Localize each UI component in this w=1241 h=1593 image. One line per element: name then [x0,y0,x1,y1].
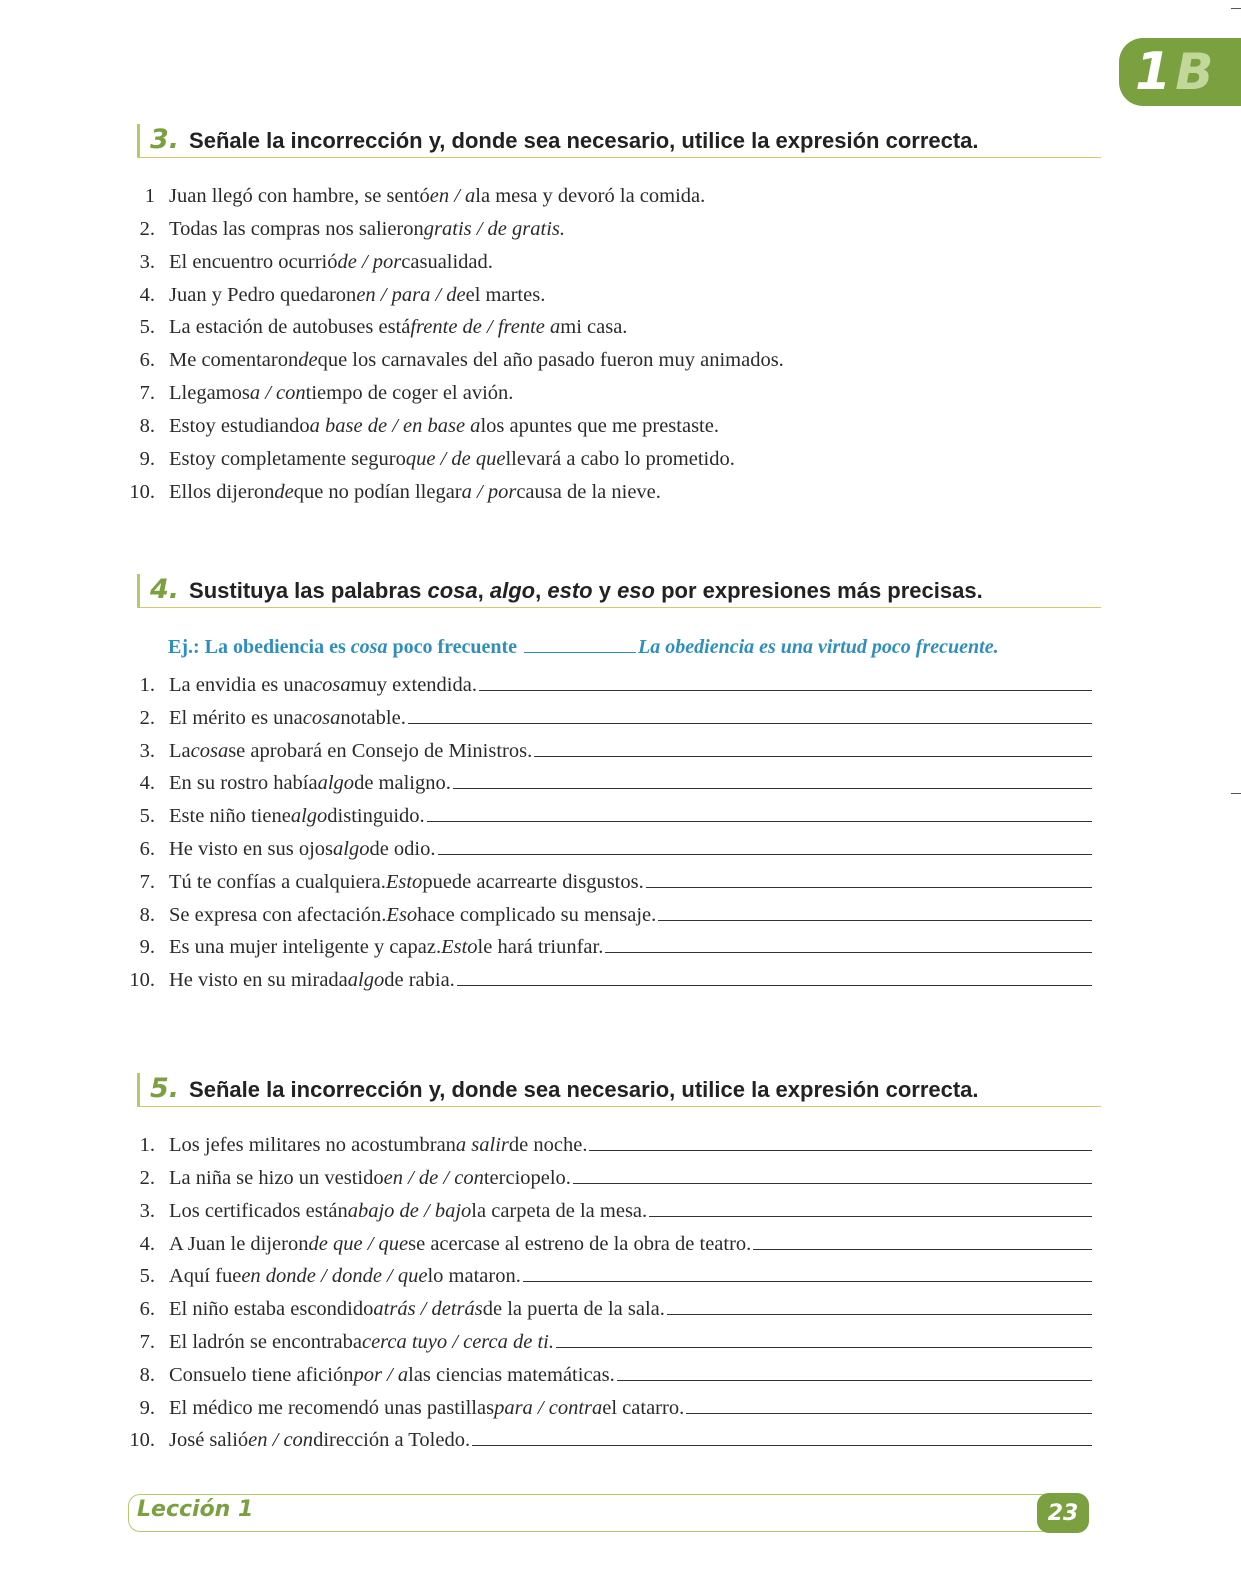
item-option: a / por [461,481,517,503]
answer-line[interactable] [658,906,1092,921]
item-text: Todas las compras nos salieron [169,218,424,240]
answer-line[interactable] [408,709,1092,724]
item-text: He visto en sus ojos [169,838,333,860]
item-number: 3. [139,740,155,762]
answer-line[interactable] [686,1399,1092,1414]
item-word: cosa [302,707,341,729]
list-item [120,1397,1092,1427]
item-text: El ladrón se encontraba [169,1331,362,1353]
item-number: 6. [139,349,155,371]
list-item [120,1364,1092,1394]
item-option: por / a [353,1364,409,1386]
item-word: algo [347,969,385,991]
item-text: Estoy completamente seguro [169,448,406,470]
answer-line[interactable] [534,742,1092,757]
item-text: La envidia es una [169,674,314,696]
item-text: El mérito es una [169,707,303,729]
list-item [120,772,1092,802]
item-text: Ellos dijeron [169,481,275,503]
item-text: hace complicado su mensaje. [417,904,657,926]
list-item [120,185,705,215]
item-text: puede acarrearte disgustos. [422,871,644,893]
item-text: Estoy estudiando [169,415,310,437]
list-item [120,1429,1092,1459]
exercise-number: 3. [150,124,180,155]
item-text: le hará triunfar. [477,936,604,958]
list-item [120,218,565,248]
list-item [120,349,784,379]
item-number: 7. [139,871,155,893]
answer-line[interactable] [457,971,1092,986]
crop-mark [1231,793,1241,794]
list-item [120,936,1092,966]
item-number: 5. [139,805,155,827]
item-text: causa de la nieve. [516,481,661,503]
answer-line[interactable] [617,1366,1092,1381]
answer-line[interactable] [427,807,1092,822]
item-text: Consuelo tiene afición [169,1364,354,1386]
item-text: el martes. [465,284,546,306]
exercise-title: Señale la incorrección y, donde sea necesario, utilice la expresión correcta. [189,1077,979,1102]
item-number: 10. [129,1429,155,1451]
list-item [120,382,513,412]
item-text: Es una mujer inteligente y capaz. [169,936,442,958]
item-text: de la puerta de la sala. [482,1298,665,1320]
item-number: 7. [139,1331,155,1353]
item-number: 1. [139,1134,155,1156]
item-option: a / con [249,382,306,404]
list-item [120,284,545,314]
list-item [120,1265,1092,1295]
item-word: algo [317,772,355,794]
item-text: El encuentro ocurrió [169,251,338,273]
example-answer: La obediencia es una virtud poco frecuente. [638,636,999,658]
list-item [120,316,627,346]
item-number: 2. [139,1167,155,1189]
item-number: 10. [129,969,155,991]
item-word: cosa [190,740,229,762]
item-text: casualidad. [401,251,493,273]
list-item [120,740,1092,770]
list-item [120,805,1092,835]
item-number: 4. [139,284,155,306]
item-option: en / de / con [383,1167,484,1189]
item-number: 8. [139,904,155,926]
item-option: en / para / de [356,284,466,306]
item-option: de que / que [308,1233,409,1255]
item-text: En su rostro había [169,772,318,794]
item-text: El médico me recomendó unas pastillas [169,1397,495,1419]
exercise-title: Señale la incorrección y, donde sea necesario, utilice la expresión correcta. [189,128,979,153]
item-text: Aquí fue [169,1265,242,1287]
item-text: notable. [340,707,406,729]
item-number: 1. [139,674,155,696]
page-footer [128,1494,1088,1532]
answer-line[interactable] [438,840,1093,855]
list-item [120,1233,1092,1263]
item-text: lo mataron. [427,1265,521,1287]
item-text: mi casa. [560,316,628,338]
item-text: A Juan le dijeron [169,1233,309,1255]
list-item [120,1200,1092,1230]
item-text: El niño estaba escondido [169,1298,374,1320]
exercise-3-heading [137,124,1101,158]
item-number: 5. [139,1265,155,1287]
list-item [120,838,1092,868]
answer-line[interactable] [556,1333,1092,1348]
item-text: se acercase al estreno de la obra de teatro. [408,1233,752,1255]
example-text: poco frecuente [387,636,523,658]
item-number: 8. [139,415,155,437]
list-item [120,1167,1092,1197]
item-text: distinguido. [327,805,425,827]
answer-line[interactable] [479,676,1092,691]
list-item [120,1134,1092,1164]
item-option: de [274,481,294,503]
item-text: La estación de autobuses está [169,316,411,338]
item-number: 6. [139,838,155,860]
answer-line[interactable] [453,774,1092,789]
exercise-number: 4. [150,574,180,605]
item-number: 6. [139,1298,155,1320]
item-number: 5. [139,316,155,338]
item-text: Juan llegó con hambre, se sentó [169,185,430,207]
example-line [168,636,999,659]
item-text: las ciencias matemáticas. [408,1364,615,1386]
item-option: cerca tuyo / cerca de ti. [361,1331,554,1353]
item-text: se aprobará en Consejo de Ministros. [228,740,533,762]
example-text: Ej.: La obediencia es [168,636,351,658]
item-option: que / de que [405,448,506,470]
item-number: 2. [139,218,155,240]
item-text: los apuntes que me prestaste. [480,415,719,437]
list-item [120,1298,1092,1328]
item-option: frente de / frente a [410,316,561,338]
item-text: Llegamos [169,382,250,404]
item-text: tiempo de coger el avión. [305,382,514,404]
item-option: atrás / detrás [373,1298,483,1320]
list-item [120,674,1092,704]
answer-line[interactable] [589,1136,1092,1151]
item-number: 1 [144,185,155,207]
item-text: Juan y Pedro quedaron [169,284,357,306]
item-text: la carpeta de la mesa. [471,1200,648,1222]
answer-line[interactable] [523,1267,1092,1282]
list-item [120,481,661,511]
item-text: Me comentaron [169,349,299,371]
example-blank [524,652,636,653]
item-text: la mesa y devoró la comida. [475,185,706,207]
item-number: 3. [139,1200,155,1222]
item-option: a salir [455,1134,509,1156]
item-text: el catarro. [602,1397,685,1419]
item-number: 4. [139,772,155,794]
item-word: algo [333,838,370,860]
item-text: muy extendida. [350,674,477,696]
item-text: Se expresa con afectación. [169,904,387,926]
list-item [120,969,1092,999]
item-text: de noche. [508,1134,588,1156]
item-text: Tú te confías a cualquiera. [169,871,386,893]
item-number: 8. [139,1364,155,1386]
item-text: que no podían llegar [293,481,462,503]
item-word: Eso [386,904,418,926]
item-text: que los carnavales del año pasado fueron muy animados. [317,349,784,371]
item-option: para / contra [494,1397,603,1419]
item-number: 9. [139,1397,155,1419]
item-option: en donde / donde / que [241,1265,428,1287]
list-item [120,251,493,281]
list-item [120,415,719,445]
item-text: Este niño tiene [169,805,291,827]
item-word: cosa [313,674,351,696]
item-word: Esto [385,871,423,893]
item-option: de / por [337,251,402,273]
page-number: 23 [1037,1493,1089,1533]
item-number: 2. [139,707,155,729]
unit-tab-letter: B [1175,43,1214,101]
list-item [120,707,1092,737]
list-item [120,1331,1092,1361]
item-number: 9. [139,936,155,958]
exercise-5-heading [137,1073,1101,1107]
item-text: La [169,740,191,762]
item-number: 9. [139,448,155,470]
item-option: de [298,349,318,371]
exercise-number: 5. [150,1073,180,1104]
list-item [120,904,1092,934]
item-text: José salió [169,1429,249,1451]
item-text: He visto en su mirada [169,969,348,991]
example-word: cosa [350,636,388,658]
unit-tab-number: 1 [1135,42,1172,102]
item-option: abajo de / bajo [347,1200,472,1222]
crop-mark [1231,8,1241,9]
item-word: Esto [441,936,478,958]
item-text: de odio. [369,838,436,860]
answer-line[interactable] [605,938,1092,953]
item-text: llevará a cabo lo prometido. [505,448,735,470]
list-item [120,448,735,478]
answer-line[interactable] [646,873,1092,888]
item-text: de maligno. [354,772,451,794]
item-option: a base de / en base a [309,415,481,437]
item-number: 3. [139,251,155,273]
item-text: dirección a Toledo. [313,1429,471,1451]
item-text: Los certificados están [169,1200,348,1222]
exercise-4-heading [137,574,1101,608]
answer-line[interactable] [753,1235,1092,1250]
answer-line[interactable] [472,1431,1092,1446]
answer-line[interactable] [573,1169,1092,1184]
item-option: gratis / de gratis. [423,218,566,240]
exercise-title: Sustituya las palabras cosa, algo, esto y eso por expresiones más precisas. [189,578,983,603]
item-text: La niña se hizo un vestido [169,1167,384,1189]
item-text: de rabia. [384,969,455,991]
item-text: terciopelo. [483,1167,571,1189]
list-item [120,871,1092,901]
answer-line[interactable] [667,1300,1092,1315]
lesson-label: Lección 1 [137,1497,254,1522]
item-text: Los jefes militares no acostumbran [169,1134,456,1156]
item-number: 7. [139,382,155,404]
item-number: 10. [129,481,155,503]
item-option: en / con [248,1429,314,1451]
answer-line[interactable] [649,1202,1092,1217]
item-option: en / a [429,185,476,207]
item-word: algo [290,805,328,827]
item-number: 4. [139,1233,155,1255]
unit-tab [1119,38,1241,106]
